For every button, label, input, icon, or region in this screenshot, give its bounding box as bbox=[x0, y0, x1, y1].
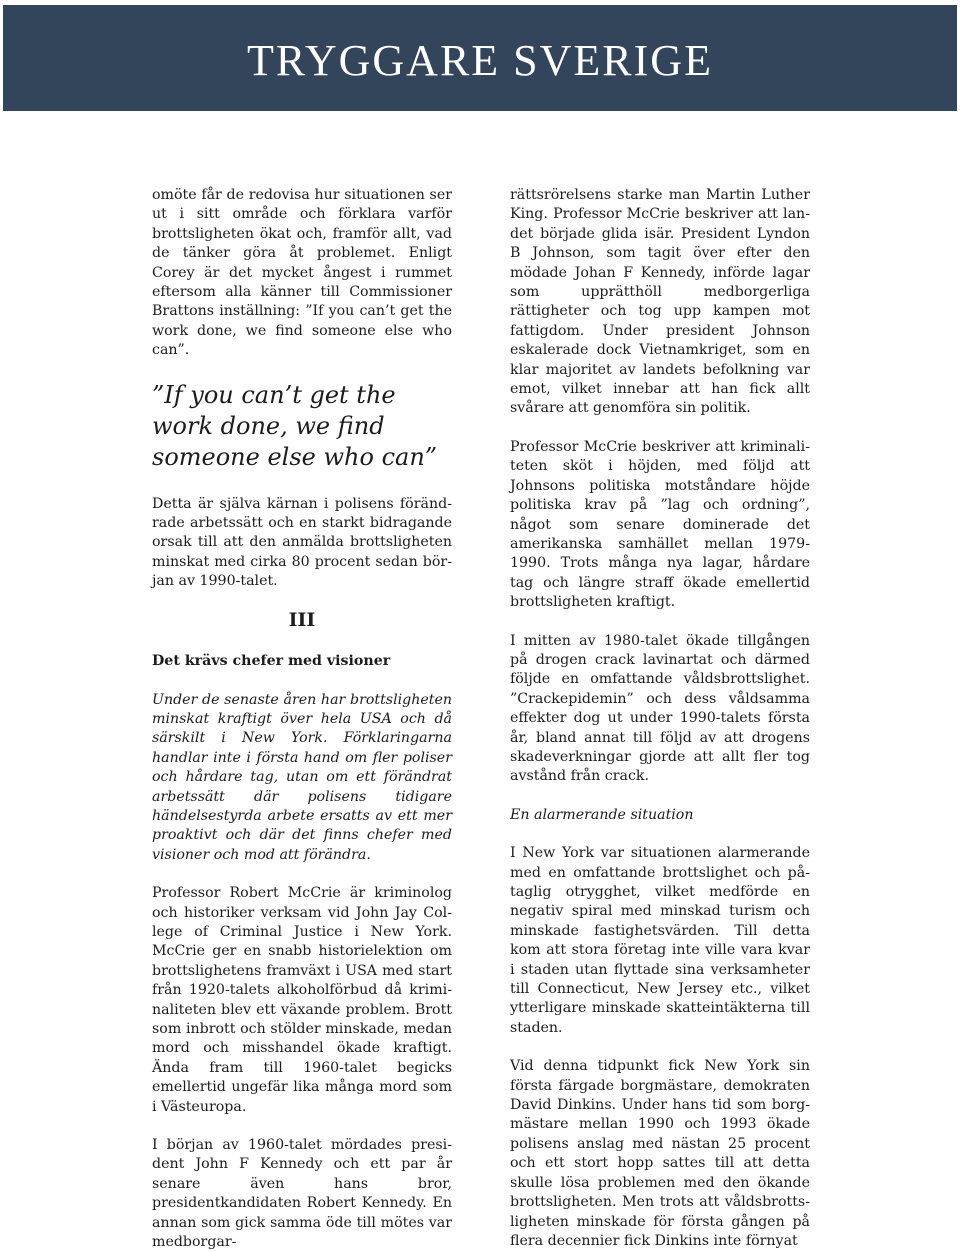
subheading: En alarmerande situation bbox=[510, 806, 694, 823]
masthead-banner bbox=[3, 5, 957, 111]
pull-quote: ”If you can’t get the work done, we find someone else who can” bbox=[152, 380, 438, 471]
body-paragraph: rättsrörelsens starke man Martin Luther King. Professor McCrie beskriver att landet började glida isär. President Lyndon B Johnson, som tagit över efter den mödade Johan F Kennedy, införde lagar som upprätthöll medborgerliga rättigheter och tog upp kampen mot fattigdom. Under president Johnson eskalerade dock Vietnamkriget, som en klar majoritet av landets befolkning var emot, vilket innebar att han fick allt svårare att genomföra sin politik. bbox=[510, 187, 810, 417]
section-heading: Det krävs chefer med visioner bbox=[152, 653, 391, 670]
masthead-title: TRYGGARE SVERIGE bbox=[247, 36, 713, 85]
body-paragraph: Detta är själva kärnan i polisens förändrade arbetssätt och en starkt bidragande orsak till att den anmälda brottsligheten minskat med cirka 80 procent sedan början av 1990-talet. bbox=[152, 495, 452, 590]
left-column bbox=[152, 186, 452, 1252]
body-paragraph: Professor Robert McCrie är kriminolog och historiker verksam vid John Jay College of Criminal Justice i New York. McCrie ger en snabb historielektion om brottslighetens framväxt i USA med start från 1920-talets alkoholförbud då kriminaliteten blev ett växande problem. Brott som inbrott och stölder minskade, medan mord och misshandel ökade kraftigt. Ända fram till 1960-talet begicks emellertid ungefär lika många mord som i Västeuropa. bbox=[152, 885, 452, 1115]
body-paragraph: I mitten av 1980-talet ökade tillgången på drogen crack lavinartat och därmed följde en omfattande våldsbrottslighet. ”Crackepidemin” och dess våldsamma effekter dog ut under 1990-talets första år, bland annat till följd av att drogens skadeverkningar gjorde att allt fler tog avstånd från crack. bbox=[510, 632, 810, 785]
body-paragraph: I början av 1960-talet mördades president John F Kennedy och ett par år senare även hans bror, presidentkandidaten Robert Kennedy. En annan som gick samma öde till mötes var medborgar- bbox=[152, 1137, 452, 1251]
body-paragraph: omöte får de redovisa hur situationen ser ut i sitt område och förklara varför brottsligheten ökat och, framför allt, vad de tänker göra åt problemet. Enligt Corey är det mycket ångest i rummet eftersom alla känner till Commissioner Brattons inställning: ”If you can’t get the work done, we find someone else who can”. bbox=[152, 187, 452, 359]
body-paragraph: Professor McCrie beskriver att kriminaliteten sköt i höjden, med följd att Johnsons politiska motståndare höjde politiska krav på ”lag och ordning”, något som senare dominerade det amerikanska samhället mellan 1979-1990. Trots många nya lagar, hårdare tag och längre straff ökade emellertid brottsligheten kraftigt. bbox=[510, 438, 810, 611]
section-number: III bbox=[288, 608, 316, 631]
lead-paragraph: Under de senaste åren har brottsligheten minskat kraftigt över hela USA och då särskilt i New York. Förklaringarna handlar inte i första hand om fler poliser och hårdare tag, utan om ett förändrat arbetssätt där polisens tidigare händelsestyrda arbete ersatts av ett mer proaktivt och där det finns chefer med visioner och mod att förändra. bbox=[152, 691, 452, 863]
right-column bbox=[510, 186, 810, 1251]
body-paragraph: Vid denna tidpunkt fick New York sin första färgade borgmästare, demokraten David Dinkins. Under hans tid som borgmästare mellan 1990 och 1993 ökade polisens anslag med nästan 25 procent och ett stort hopp sattes till att detta skulle lösa problemen med den ökande brottsligheten. Men trots att våldsbrottsligheten minskade för första gången på flera decennier fick Dinkins inte förnyat bbox=[510, 1058, 810, 1249]
body-paragraph: I New York var situationen alarmerande med en omfattande brottslighet och påtaglig otrygghet, vilket medförde en negativ spiral med minskad turism och minskade fastighetsvärden. Till detta kom att stora företag inte ville vara kvar i staden utan flyttade sina verksamheter till Connecticut, New Jersey etc., vilket ytterligare minskade skatteintäkterna till staden. bbox=[510, 845, 810, 1036]
